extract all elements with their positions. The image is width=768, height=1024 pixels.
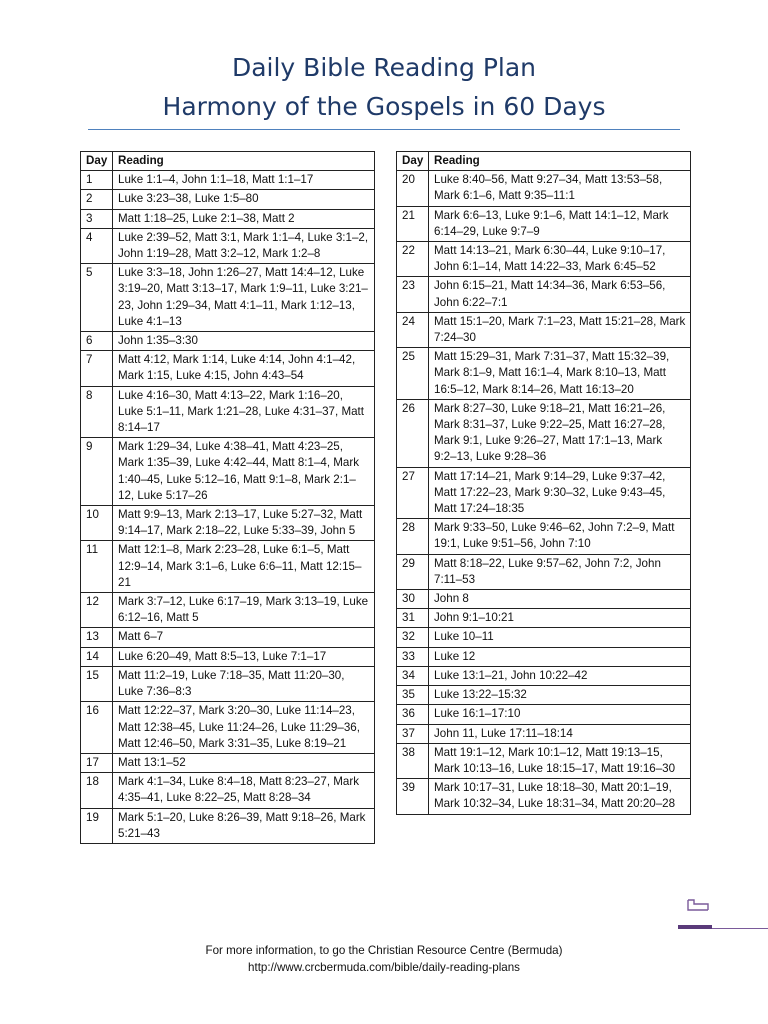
table-header-row: [81, 152, 375, 171]
day-number: 4: [81, 228, 113, 263]
table-body-right: [397, 171, 691, 814]
reading-passages: Matt 8:18–22, Luke 9:57–62, John 7:2, John 7:11–53: [429, 554, 691, 589]
reading-passages: Mark 4:1–34, Luke 8:4–18, Matt 8:23–27, Mark 4:35–41, Luke 8:22–25, Matt 8:28–34: [113, 773, 375, 808]
table-row: [397, 399, 691, 467]
table-row: [397, 779, 691, 814]
table-row: [81, 332, 375, 351]
table-row: [81, 171, 375, 190]
day-number: 32: [397, 628, 429, 647]
reading-passages: Matt 14:13–21, Mark 6:30–44, Luke 9:10–17, John 6:1–14, Matt 14:22–33, Mark 6:45–52: [429, 242, 691, 277]
table-row: [397, 312, 691, 347]
reading-passages: Matt 4:12, Mark 1:14, Luke 4:14, John 4:1–42, Mark 1:15, Luke 4:15, John 4:43–54: [113, 351, 375, 386]
header-reading: Reading: [113, 152, 375, 171]
day-number: 37: [397, 724, 429, 743]
reading-passages: John 1:35–3:30: [113, 332, 375, 351]
reading-passages: Mark 9:33–50, Luke 9:46–62, John 7:2–9, Matt 19:1, Luke 9:51–56, John 7:10: [429, 519, 691, 554]
reading-passages: Matt 15:1–20, Mark 7:1–23, Matt 15:21–28, Mark 7:24–30: [429, 312, 691, 347]
reading-passages: Matt 13:1–52: [113, 753, 375, 772]
day-number: 25: [397, 348, 429, 400]
table-row: [81, 438, 375, 506]
reading-passages: Matt 6–7: [113, 628, 375, 647]
reading-passages: Matt 12:22–37, Mark 3:20–30, Luke 11:14–23, Matt 12:38–45, Luke 11:24–26, Luke 11:29–36, Matt 12:46–50, Mark 3:31–35, Luke 8:19–21: [113, 702, 375, 754]
table-row: [397, 348, 691, 400]
reading-passages: John 6:15–21, Matt 14:34–36, Mark 6:53–56, John 6:22–7:1: [429, 277, 691, 312]
day-number: 35: [397, 686, 429, 705]
table-row: [81, 209, 375, 228]
reading-passages: Matt 11:2–19, Luke 7:18–35, Matt 11:20–30, Luke 7:36–8:3: [113, 666, 375, 701]
table-row: [397, 724, 691, 743]
table-row: [81, 773, 375, 808]
table-row: [397, 171, 691, 206]
day-number: 16: [81, 702, 113, 754]
table-body-left: [81, 171, 375, 844]
table-row: [397, 705, 691, 724]
day-number: 17: [81, 753, 113, 772]
day-number: 27: [397, 467, 429, 519]
reading-passages: Luke 16:1–17:10: [429, 705, 691, 724]
table-row: [81, 666, 375, 701]
reading-passages: Mark 3:7–12, Luke 6:17–19, Mark 3:13–19, Luke 6:12–16, Matt 5: [113, 593, 375, 628]
reading-passages: Matt 15:29–31, Mark 7:31–37, Matt 15:32–39, Mark 8:1–9, Matt 16:1–4, Mark 8:10–13, Matt 16:5–12, Mark 8:14–26, Matt 16:13–20: [429, 348, 691, 400]
day-number: 29: [397, 554, 429, 589]
table-row: [397, 609, 691, 628]
reading-passages: Luke 13:1–21, John 10:22–42: [429, 666, 691, 685]
reading-passages: Mark 8:27–30, Luke 9:18–21, Matt 16:21–26, Mark 8:31–37, Luke 9:22–25, Matt 16:27–28, Mark 9:1, Luke 9:26–27, Matt 17:1–13, Mark 9:2–13, Luke 9:28–36: [429, 399, 691, 467]
page-curl-icon: [686, 898, 710, 912]
table-row: [81, 628, 375, 647]
reading-passages: John 9:1–10:21: [429, 609, 691, 628]
day-number: 13: [81, 628, 113, 647]
reading-table-right: [396, 151, 691, 815]
table-row: [81, 808, 375, 843]
table-row: [397, 277, 691, 312]
reading-passages: Matt 9:9–13, Mark 2:13–17, Luke 5:27–32, Matt 9:14–17, Mark 2:18–22, Luke 5:33–39, John 5: [113, 506, 375, 541]
reading-passages: Matt 12:1–8, Mark 2:23–28, Luke 6:1–5, Matt 12:9–14, Mark 3:1–6, Luke 6:6–11, Matt 12:15–21: [113, 541, 375, 593]
day-number: 14: [81, 647, 113, 666]
reading-passages: Mark 5:1–20, Luke 8:26–39, Matt 9:18–26, Mark 5:21–43: [113, 808, 375, 843]
reading-passages: Matt 1:18–25, Luke 2:1–38, Matt 2: [113, 209, 375, 228]
reading-passages: Mark 1:29–34, Luke 4:38–41, Matt 4:23–25, Mark 1:35–39, Luke 4:42–44, Matt 8:1–4, Mark 1:40–45, Luke 5:12–16, Matt 9:1–8, Mark 2:1–12, Luke 5:17–26: [113, 438, 375, 506]
day-number: 28: [397, 519, 429, 554]
table-row: [81, 228, 375, 263]
page-marker-bar: [678, 925, 712, 929]
title-divider: [88, 129, 680, 130]
day-number: 34: [397, 666, 429, 685]
day-number: 26: [397, 399, 429, 467]
table-row: [397, 206, 691, 241]
footer-url: http://www.crcbermuda.com/bible/daily-reading-plans: [248, 961, 520, 974]
day-number: 18: [81, 773, 113, 808]
reading-passages: Luke 3:23–38, Luke 1:5–80: [113, 190, 375, 209]
day-number: 38: [397, 743, 429, 778]
table-row: [81, 351, 375, 386]
table-row: [397, 628, 691, 647]
table-header-row: [397, 152, 691, 171]
reading-passages: Luke 4:16–30, Matt 4:13–22, Mark 1:16–20, Luke 5:1–11, Mark 1:21–28, Luke 4:31–37, Matt 8:14–17: [113, 386, 375, 438]
day-number: 10: [81, 506, 113, 541]
table-row: [81, 506, 375, 541]
day-number: 2: [81, 190, 113, 209]
footer-info: For more information, to go the Christian Resource Centre (Bermuda): [205, 944, 563, 957]
day-number: 9: [81, 438, 113, 506]
day-number: 6: [81, 332, 113, 351]
table-row: [397, 686, 691, 705]
day-number: 33: [397, 647, 429, 666]
reading-passages: Luke 3:3–18, John 1:26–27, Matt 14:4–12, Luke 3:19–20, Matt 3:13–17, Mark 1:9–11, Luke 3:21–23, John 1:29–34, Matt 4:1–11, Mark 1:12–13, Luke 4:1–13: [113, 264, 375, 332]
page-subtitle: Harmony of the Gospels in 60 Days: [162, 92, 606, 121]
table-row: [81, 386, 375, 438]
page-marker-line: [712, 928, 768, 929]
reading-passages: John 8: [429, 590, 691, 609]
reading-passages: Luke 6:20–49, Matt 8:5–13, Luke 7:1–17: [113, 647, 375, 666]
day-number: 39: [397, 779, 429, 814]
table-row: [397, 554, 691, 589]
table-row: [81, 647, 375, 666]
table-row: [81, 190, 375, 209]
reading-passages: John 11, Luke 17:11–18:14: [429, 724, 691, 743]
header-reading: Reading: [429, 152, 691, 171]
day-number: 19: [81, 808, 113, 843]
header-day: Day: [81, 152, 113, 171]
day-number: 12: [81, 593, 113, 628]
table-row: [397, 743, 691, 778]
table-row: [397, 242, 691, 277]
reading-passages: Luke 13:22–15:32: [429, 686, 691, 705]
reading-passages: Mark 6:6–13, Luke 9:1–6, Matt 14:1–12, Mark 6:14–29, Luke 9:7–9: [429, 206, 691, 241]
reading-passages: Mark 10:17–31, Luke 18:18–30, Matt 20:1–19, Mark 10:32–34, Luke 18:31–34, Matt 20:20–28: [429, 779, 691, 814]
day-number: 31: [397, 609, 429, 628]
day-number: 22: [397, 242, 429, 277]
reading-passages: Luke 8:40–56, Matt 9:27–34, Matt 13:53–58, Mark 6:1–6, Matt 9:35–11:1: [429, 171, 691, 206]
day-number: 20: [397, 171, 429, 206]
reading-passages: Luke 2:39–52, Matt 3:1, Mark 1:1–4, Luke 3:1–2, John 1:19–28, Matt 3:2–12, Mark 1:2–8: [113, 228, 375, 263]
day-number: 11: [81, 541, 113, 593]
reading-passages: Matt 17:14–21, Mark 9:14–29, Luke 9:37–42, Matt 17:22–23, Mark 9:30–32, Luke 9:43–45, Matt 17:24–18:35: [429, 467, 691, 519]
table-row: [397, 519, 691, 554]
day-number: 1: [81, 171, 113, 190]
table-row: [397, 590, 691, 609]
reading-passages: Luke 1:1–4, John 1:1–18, Matt 1:1–17: [113, 171, 375, 190]
reading-passages: Luke 12: [429, 647, 691, 666]
day-number: 36: [397, 705, 429, 724]
page-title: Daily Bible Reading Plan: [231, 53, 537, 82]
day-number: 5: [81, 264, 113, 332]
reading-passages: Matt 19:1–12, Mark 10:1–12, Matt 19:13–15, Mark 10:13–16, Luke 18:15–17, Matt 19:16–30: [429, 743, 691, 778]
day-number: 24: [397, 312, 429, 347]
table-row: [397, 467, 691, 519]
day-number: 30: [397, 590, 429, 609]
table-row: [81, 541, 375, 593]
header-day: Day: [397, 152, 429, 171]
table-row: [397, 647, 691, 666]
table-row: [81, 264, 375, 332]
table-row: [397, 666, 691, 685]
day-number: 15: [81, 666, 113, 701]
table-row: [81, 753, 375, 772]
day-number: 3: [81, 209, 113, 228]
day-number: 23: [397, 277, 429, 312]
reading-passages: Luke 10–11: [429, 628, 691, 647]
day-number: 7: [81, 351, 113, 386]
day-number: 21: [397, 206, 429, 241]
table-row: [81, 702, 375, 754]
day-number: 8: [81, 386, 113, 438]
table-row: [81, 593, 375, 628]
reading-table-left: [80, 151, 375, 844]
